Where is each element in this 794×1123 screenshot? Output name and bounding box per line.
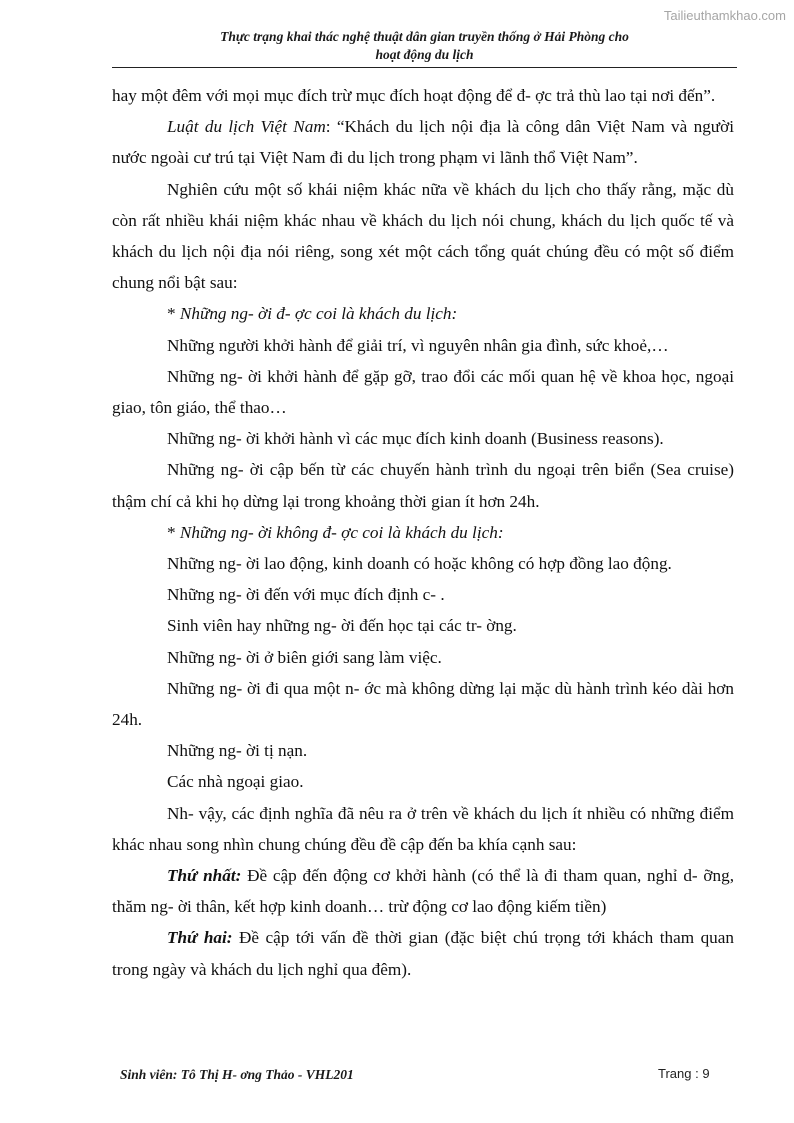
first-aspect-label: Thứ nhất: xyxy=(167,866,242,886)
list-item: Sinh viên hay những ng- ời đến học tại các tr- ờng. xyxy=(167,616,517,636)
header-title-line-2: hoạt động du lịch xyxy=(375,47,474,62)
page-header xyxy=(112,28,737,64)
second-aspect-text: Đề cập tới vấn đề thời gian (đặc biệt chú trọng tới khách tham quan trong ngày và khách du lịch nghỉ qua đêm). xyxy=(112,928,734,979)
paragraph-first-aspect xyxy=(112,860,734,922)
subheading-not-tourists xyxy=(112,517,734,548)
paragraph-second-aspect xyxy=(112,922,734,984)
law-text: : “Khách du lịch nội địa là công dân Việt Nam và người nước ngoài cư trú tại Việt Nam đi du lịch trong phạm vi lãnh thổ Việt Nam”. xyxy=(112,117,734,168)
subheading-considered-tourists xyxy=(112,298,734,329)
first-aspect-text: Đề cập đến động cơ khởi hành (có thể là đi tham quan, nghỉ d- ỡng, thăm ng- ời thân, kết hợp kinh doanh… trừ động cơ lao động kiếm tiền) xyxy=(112,866,734,917)
subheading-text: Những ng- ời không đ- ợc coi là khách du lịch: xyxy=(179,522,504,542)
paragraph-summary: Nh- vậy, các định nghĩa đã nêu ra ở trên về khách du lịch ít nhiều có những điểm khác nhau song nhìn chung chúng đều đề cập đến ba khía cạnh sau: xyxy=(112,803,734,854)
list-item: Những ng- ời ở biên giới sang làm việc. xyxy=(167,647,442,667)
list-item: Những ng- ời cập bến từ các chuyến hành trình du ngoại trên biển (Sea cruise) thậm chí cả khi họ dừng lại trong khoảng thời gian ít hơn 24h. xyxy=(112,460,734,511)
list-item: Những ng- ời lao động, kinh doanh có hoặc không có hợp đồng lao động. xyxy=(167,554,672,574)
watermark: Tailieuthamkhao.com xyxy=(663,8,786,23)
footer-student: Sinh viên: Tô Thị H- ơng Thảo - VHL201 xyxy=(120,1067,354,1082)
bullet-asterisk: * xyxy=(167,304,176,324)
paragraph-law-definition xyxy=(112,111,734,173)
list-item: Những ng- ời đến với mục đích định c- . xyxy=(167,585,445,605)
bullet-asterisk: * xyxy=(167,522,176,542)
list-item: Những ng- ời khởi hành để gặp gỡ, trao đổi các mối quan hệ về khoa học, ngoại giao, tôn giáo, thể thao… xyxy=(112,366,734,418)
second-aspect-label: Thứ hai: xyxy=(167,928,233,948)
page-number: Trang : 9 xyxy=(658,1066,710,1081)
subheading-text: Những ng- ời đ- ợc coi là khách du lịch: xyxy=(179,304,458,324)
paragraph-common-points: Nghiên cứu một số khái niệm khác nữa về khách du lịch cho thấy rằng, mặc dù còn rất nhiều khái niệm khác nhau về khách du lịch nói chung, khách du lịch quốc tế và khách du lịch nội địa nói riêng, song xét một cách tổng quát chúng đều có một số điểm chung nổi bật sau: xyxy=(112,179,734,293)
list-item: Các nhà ngoại giao. xyxy=(167,772,304,792)
list-item: Những người khởi hành để giải trí, vì nguyên nhân gia đình, sức khoẻ,… xyxy=(167,335,669,355)
law-title: Luật du lịch Việt Nam xyxy=(167,117,326,137)
header-divider xyxy=(112,67,737,68)
list-item: Những ng- ời tị nạn. xyxy=(167,741,308,761)
document-body xyxy=(112,80,734,985)
list-item: Những ng- ời đi qua một n- ớc mà không dừng lại mặc dù hành trình kéo dài hơn 24h. xyxy=(112,678,734,730)
list-item: Những ng- ời khởi hành vì các mục đích kinh doanh (Business reasons). xyxy=(167,429,664,449)
header-title-line-1: Thực trạng khai thác nghệ thuật dân gian truyền thống ở Hải Phòng cho xyxy=(220,29,629,44)
paragraph-continuation: hay một đêm với mọi mục đích trừ mục đích hoạt động để đ- ợc trả thù lao tại nơi đến”. xyxy=(112,86,716,105)
